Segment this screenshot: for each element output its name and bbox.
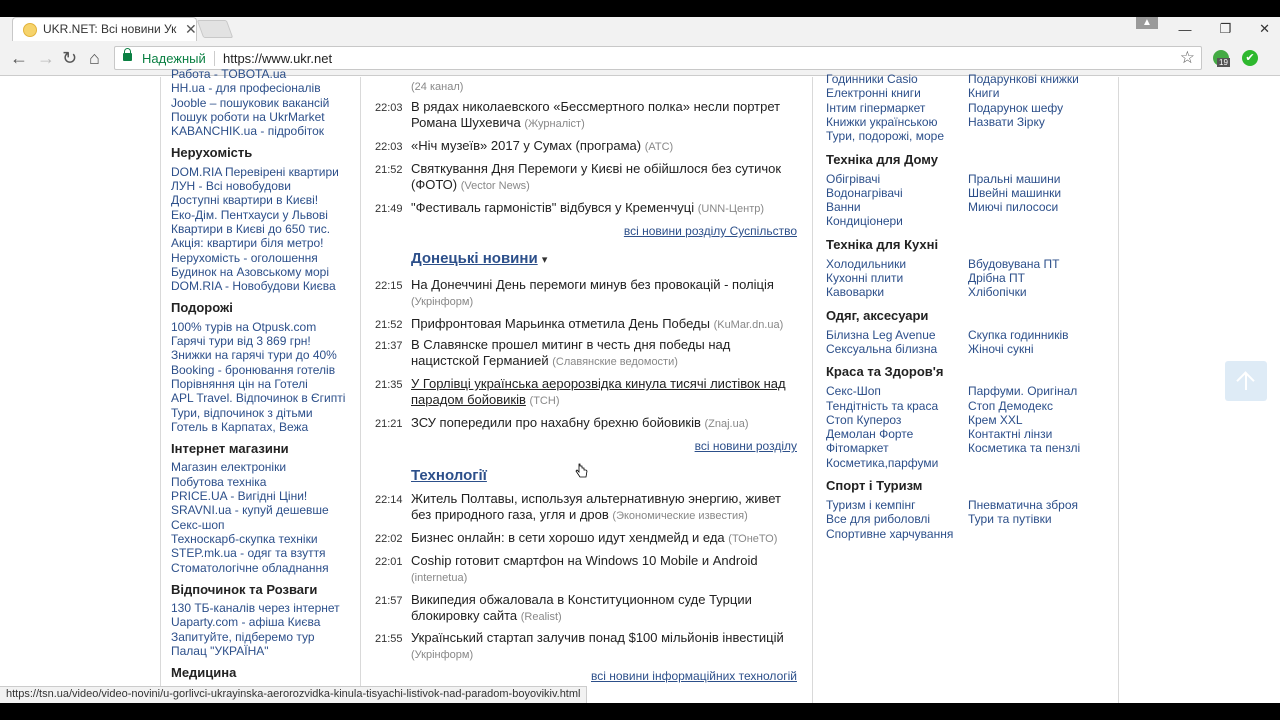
right-link[interactable]: Тури, подорожі, море: [826, 129, 944, 144]
news-text[interactable]: Прифронтовая Марьинка отметила День Победы: [411, 316, 710, 331]
right-link[interactable]: Кавоварки: [826, 285, 885, 300]
news-text[interactable]: «Ніч музеїв» 2017 у Сумах (програма): [411, 138, 642, 153]
news-headline[interactable]: [411, 161, 801, 194]
left-link[interactable]: Тури, відпочинок з дітьми: [171, 405, 313, 420]
left-link[interactable]: Квартири в Києві до 650 тис.: [171, 221, 331, 236]
right-link[interactable]: Парфуми. Оригінал: [968, 384, 1078, 399]
news-item[interactable]: [375, 99, 800, 131]
left-link[interactable]: Запитуйте, підберемо тур: [171, 629, 315, 644]
right-link[interactable]: Назвати Зірку: [968, 114, 1045, 129]
news-item[interactable]: [375, 376, 800, 408]
right-link[interactable]: Сексуальна білизна: [826, 341, 938, 356]
news-source: (Журналіст): [524, 118, 585, 130]
right-link[interactable]: Білизна Leg Avenue: [826, 327, 936, 342]
news-item[interactable]: [375, 138, 800, 154]
secure-label: Надежный: [142, 51, 206, 66]
news-text[interactable]: На Донеччині День перемоги минув без провокацій - поліція: [411, 277, 774, 292]
news-source: (Vector News): [460, 180, 530, 192]
back-icon[interactable]: ←: [10, 48, 28, 68]
news-time: 21:55: [375, 633, 403, 645]
news-source: (АТС): [644, 141, 674, 153]
news-source: (ТСН): [529, 395, 560, 407]
right-link[interactable]: Пневматична зброя: [968, 498, 1078, 512]
tab-close-icon[interactable]: ✕: [185, 21, 197, 37]
news-item[interactable]: [375, 491, 800, 523]
right-section-title: Спорт і Туризм: [826, 478, 923, 493]
right-link[interactable]: Холодильники: [826, 256, 907, 271]
news-item[interactable]: [375, 316, 800, 332]
news-text[interactable]: Coship готовит смартфон на Windows 10 Mobile и Android: [411, 553, 758, 568]
news-headline[interactable]: [411, 316, 801, 333]
left-link[interactable]: Порівняння цін на Готелі: [171, 376, 308, 391]
tab-title: UKR.NET: Всі новини Ук: [43, 22, 177, 36]
right-link[interactable]: Водонагрівачі: [826, 185, 903, 200]
news-time: 21:57: [375, 595, 403, 607]
left-link[interactable]: Магазин електроніки: [171, 460, 287, 475]
news-time: 21:52: [375, 319, 403, 331]
right-link[interactable]: Подарункові книжки: [968, 72, 1079, 86]
news-text[interactable]: Википедия обжаловала в Конституционном суде Турции блокировку сайта: [411, 592, 752, 623]
left-link[interactable]: Jooble – пошуковик вакансій: [171, 95, 330, 110]
url-text[interactable]: https://www.ukr.net: [223, 51, 333, 66]
news-source: (Realist): [520, 611, 562, 623]
news-source: (internetua): [411, 572, 468, 584]
news-headline[interactable]: [411, 376, 801, 409]
news-time: 21:49: [375, 203, 403, 215]
news-source: (Экономические известия): [612, 510, 748, 522]
news-headline[interactable]: [411, 491, 801, 524]
right-link[interactable]: Книжки українською: [826, 114, 938, 129]
left-section-title: Нерухомість: [171, 145, 253, 161]
right-link[interactable]: Вбудовувана ПТ: [968, 256, 1060, 271]
lock-icon: [123, 53, 132, 61]
right-link[interactable]: Секс-Шоп: [826, 384, 881, 399]
close-window-icon[interactable]: ✕: [1259, 21, 1270, 36]
right-link[interactable]: Косметика та пензлі: [968, 441, 1081, 456]
right-link[interactable]: Миючі пилососи: [968, 200, 1059, 215]
letterbox-bottom: [0, 703, 1280, 720]
right-link[interactable]: Тури та путівки: [968, 512, 1052, 527]
right-link[interactable]: Ванни: [826, 200, 861, 215]
news-text[interactable]: В рядах николаевского «Бессмертного полка» несли портрет Романа Шухевича: [411, 99, 781, 130]
right-link[interactable]: Пральні машини: [968, 171, 1061, 186]
right-link[interactable]: Подарунок шефу: [968, 100, 1064, 115]
right-link[interactable]: Обігрівачі: [826, 171, 881, 186]
left-link[interactable]: Техноскарб-скупка техніки: [171, 531, 318, 546]
news-headline[interactable]: [411, 592, 801, 625]
bookmark-star-icon[interactable]: ☆: [1179, 48, 1195, 67]
news-text[interactable]: "Фестиваль гармоністів" відбувся у Кременчуці: [411, 200, 695, 215]
browser-tab[interactable]: [12, 17, 197, 41]
left-link[interactable]: Uaparty.com - афіша Києва: [171, 615, 321, 630]
right-link[interactable]: Демолан Форте: [826, 427, 914, 442]
left-link[interactable]: PRICE.UA - Вигідні Ціни!: [171, 489, 308, 504]
right-link[interactable]: Спортивне харчування: [826, 526, 954, 541]
new-tab-button[interactable]: [197, 20, 234, 38]
right-link[interactable]: Стоп Купероз: [826, 412, 902, 427]
right-link[interactable]: Туризм і кемпінг: [826, 498, 916, 512]
news-headline[interactable]: [411, 530, 801, 547]
right-link[interactable]: Дрібна ПТ: [968, 271, 1025, 285]
left-link[interactable]: SRAVNI.ua - купуй дешевше: [171, 503, 329, 518]
news-source: (ТОнеТО): [728, 533, 778, 545]
right-link[interactable]: Все для риболовлі: [826, 512, 931, 527]
news-item[interactable]: [375, 161, 800, 193]
left-link[interactable]: Booking - бронювання готелів: [171, 362, 336, 377]
left-link[interactable]: DOM.RIA - Новобудови Києва: [171, 279, 336, 294]
left-link[interactable]: Стоматологічне обладнання: [171, 560, 329, 575]
left-link[interactable]: Готель в Карпатах, Вежа: [171, 419, 309, 434]
section-title-tech[interactable]: Технології: [411, 467, 487, 484]
right-link[interactable]: Фітомаркет: [826, 441, 889, 456]
left-section-title: Подорожі: [171, 300, 233, 316]
section-title-donetsk[interactable]: [411, 250, 547, 267]
right-section-title: Краса та Здоров'я: [826, 364, 944, 380]
news-text[interactable]: Український стартап залучив понад $100 мільйонів інвестицій: [411, 630, 784, 645]
news-headline[interactable]: [411, 553, 801, 586]
left-link[interactable]: Гарячі тури від 3 869 грн!: [171, 334, 311, 349]
window-controls: [1178, 17, 1270, 41]
news-source: (24 канал): [411, 81, 464, 93]
news-text[interactable]: У Горлівці українська аеророзвідка кинула тисячі листівок над парадом бойовиків: [411, 376, 786, 407]
news-time: 21:21: [375, 418, 403, 430]
news-time: 22:03: [375, 141, 403, 153]
left-link[interactable]: 100% турів на Otpusk.com: [171, 319, 317, 334]
scroll-to-top-button[interactable]: [1225, 361, 1267, 401]
news-source: (UNN-Центр): [697, 203, 765, 215]
maximize-icon[interactable]: ❐: [1219, 21, 1232, 36]
news-text[interactable]: ЗСУ попередили про нахабну брехню бойовиків: [411, 415, 701, 430]
reload-icon[interactable]: ↻: [62, 48, 78, 68]
all-news-link[interactable]: всі новини розділу: [694, 439, 797, 453]
left-section-title: Відпочинок та Розваги: [171, 581, 318, 597]
home-icon[interactable]: ⌂: [89, 48, 100, 68]
divider: [160, 77, 161, 703]
news-source: (KuMar.dn.ua): [713, 319, 784, 331]
minimize-icon[interactable]: —: [1178, 21, 1192, 37]
right-link[interactable]: Книги: [968, 86, 1000, 101]
news-text[interactable]: В Славянске прошел митинг в честь дня победы над нацистской Германией: [411, 337, 731, 368]
right-link[interactable]: Крем XXL: [968, 412, 1023, 427]
right-link[interactable]: Годинники Casio: [826, 72, 918, 86]
left-link[interactable]: Акція: квартири біля метро!: [171, 236, 324, 251]
left-link[interactable]: HH.ua - для професіоналів: [171, 81, 321, 96]
news-text[interactable]: Бизнес онлайн: в сети хорошо идут хендмейд и еда: [411, 530, 725, 545]
all-news-link[interactable]: всі новини розділу Суспільство: [623, 224, 797, 238]
right-link[interactable]: Кухонні плити: [826, 271, 904, 285]
news-time: 22:03: [375, 102, 403, 114]
left-link[interactable]: APL Travel. Відпочинок в Єгипті: [171, 391, 346, 406]
divider: [1118, 77, 1119, 703]
news-headline[interactable]: [411, 99, 801, 132]
right-link[interactable]: Жіночі сукні: [968, 341, 1034, 356]
right-section-title: Одяг, аксесуари: [826, 307, 929, 323]
right-link[interactable]: Контактні лінзи: [968, 427, 1053, 442]
web-page: [0, 67, 1280, 703]
left-link[interactable]: Будинок на Азовському морі: [171, 264, 330, 279]
news-headline[interactable]: [411, 277, 801, 310]
left-link[interactable]: 130 ТБ-каналів через інтернет: [171, 601, 340, 616]
left-link[interactable]: Работа - TOBOTA.ua: [171, 67, 287, 81]
left-link[interactable]: ЛУН - Всі новобудови: [171, 179, 292, 194]
news-headline[interactable]: [411, 200, 801, 217]
right-section-title: Техніка для Кухні: [826, 236, 939, 252]
news-text[interactable]: Житель Полтавы, используя альтернативную энергию, живет без природного газа, угля и дров: [411, 491, 781, 522]
news-source: (Славянские ведомости): [552, 356, 678, 368]
left-link[interactable]: Пошук роботи на UkrMarket: [171, 109, 325, 124]
right-link[interactable]: Тендітність та краса: [826, 398, 939, 413]
left-link[interactable]: KABANCHIK.ua - підробіток: [171, 124, 325, 139]
news-source: (Укрінформ): [411, 296, 474, 308]
check-extension-icon[interactable]: ✔: [1242, 50, 1258, 66]
divider: [214, 51, 215, 66]
left-link[interactable]: Знижки на гарячі тури до 40%: [171, 348, 337, 363]
left-link[interactable]: STEP.mk.ua - одяг та взуття: [171, 546, 326, 561]
news-headline[interactable]: [411, 337, 801, 370]
left-link[interactable]: Еко-Дім. Пентхауси у Львові: [171, 207, 328, 222]
status-bar: https://tsn.ua/video/video-novini/u-gorlivci-ukrayinska-aerorozvidka-kinula-tisyachi-listivok-nad-paradom-boyovikiv.html: [0, 686, 587, 703]
all-news-link[interactable]: всі новини інформаційних технологій: [591, 669, 797, 683]
tab-strip: [0, 17, 1280, 41]
dropdown-arrow-icon[interactable]: ▾: [541, 254, 548, 266]
news-time: 21:37: [375, 340, 403, 352]
extension-icon[interactable]: [1213, 50, 1229, 66]
news-headline[interactable]: [411, 415, 801, 432]
right-link[interactable]: Інтим гіпермаркет: [826, 100, 926, 115]
left-section-title: Інтернет магазини: [171, 441, 289, 457]
news-item[interactable]: [375, 415, 800, 431]
news-item[interactable]: [375, 277, 800, 309]
section-title-text[interactable]: Донецькі новини: [411, 250, 538, 267]
news-item[interactable]: [375, 530, 800, 546]
news-time: 21:35: [375, 379, 403, 391]
news-source: (Укрінформ): [411, 649, 474, 661]
hand-cursor-icon: [576, 463, 588, 479]
right-section-title: Техніка для Дому: [826, 151, 938, 167]
left-link-column: [171, 67, 356, 685]
news-item[interactable]: [375, 337, 800, 369]
right-link[interactable]: Скупка годинників: [968, 327, 1069, 342]
left-link[interactable]: Секс-шоп: [171, 517, 225, 532]
news-headline[interactable]: [411, 138, 801, 155]
right-link[interactable]: Кондиціонери: [826, 214, 903, 229]
right-link[interactable]: Косметика,парфуми: [826, 455, 939, 470]
right-link[interactable]: Хлібопічки: [968, 285, 1027, 300]
news-item[interactable]: [375, 592, 800, 624]
news-text[interactable]: Святкування Дня Перемоги у Києві не обійшлося без сутичок (ФОТО): [411, 161, 782, 192]
left-link[interactable]: Доступні квартири в Києві!: [171, 193, 319, 208]
letterbox-top: [0, 0, 1280, 17]
divider: [360, 77, 361, 703]
favicon-icon: [23, 23, 37, 37]
news-time: 22:01: [375, 556, 403, 568]
profile-icon[interactable]: ▲: [1136, 17, 1158, 29]
forward-icon[interactable]: →: [37, 48, 55, 68]
left-section-title: Медицина: [171, 665, 237, 681]
left-link[interactable]: Нерухомість - оголошення: [171, 250, 318, 265]
right-link[interactable]: Електронні книги: [826, 86, 921, 101]
news-source: (Znaj.ua): [704, 418, 749, 430]
news-item[interactable]: [375, 553, 800, 585]
news-time: 22:15: [375, 280, 403, 292]
news-time: 22:14: [375, 494, 403, 506]
right-link[interactable]: Стоп Демодекс: [968, 398, 1054, 413]
left-link[interactable]: Побутова техніка: [171, 474, 267, 489]
left-link[interactable]: Палац "УКРАЇНА": [171, 643, 269, 658]
left-link[interactable]: DOM.RIA Перевірені квартири: [171, 164, 339, 179]
news-item[interactable]: [375, 200, 800, 216]
extension-badge: 19: [1219, 58, 1228, 67]
news-item[interactable]: [375, 630, 800, 662]
news-time: 22:02: [375, 533, 403, 545]
news-time: 21:52: [375, 164, 403, 176]
right-link[interactable]: Швейні машинки: [968, 185, 1062, 200]
divider: [812, 77, 813, 703]
news-headline[interactable]: [411, 630, 801, 663]
